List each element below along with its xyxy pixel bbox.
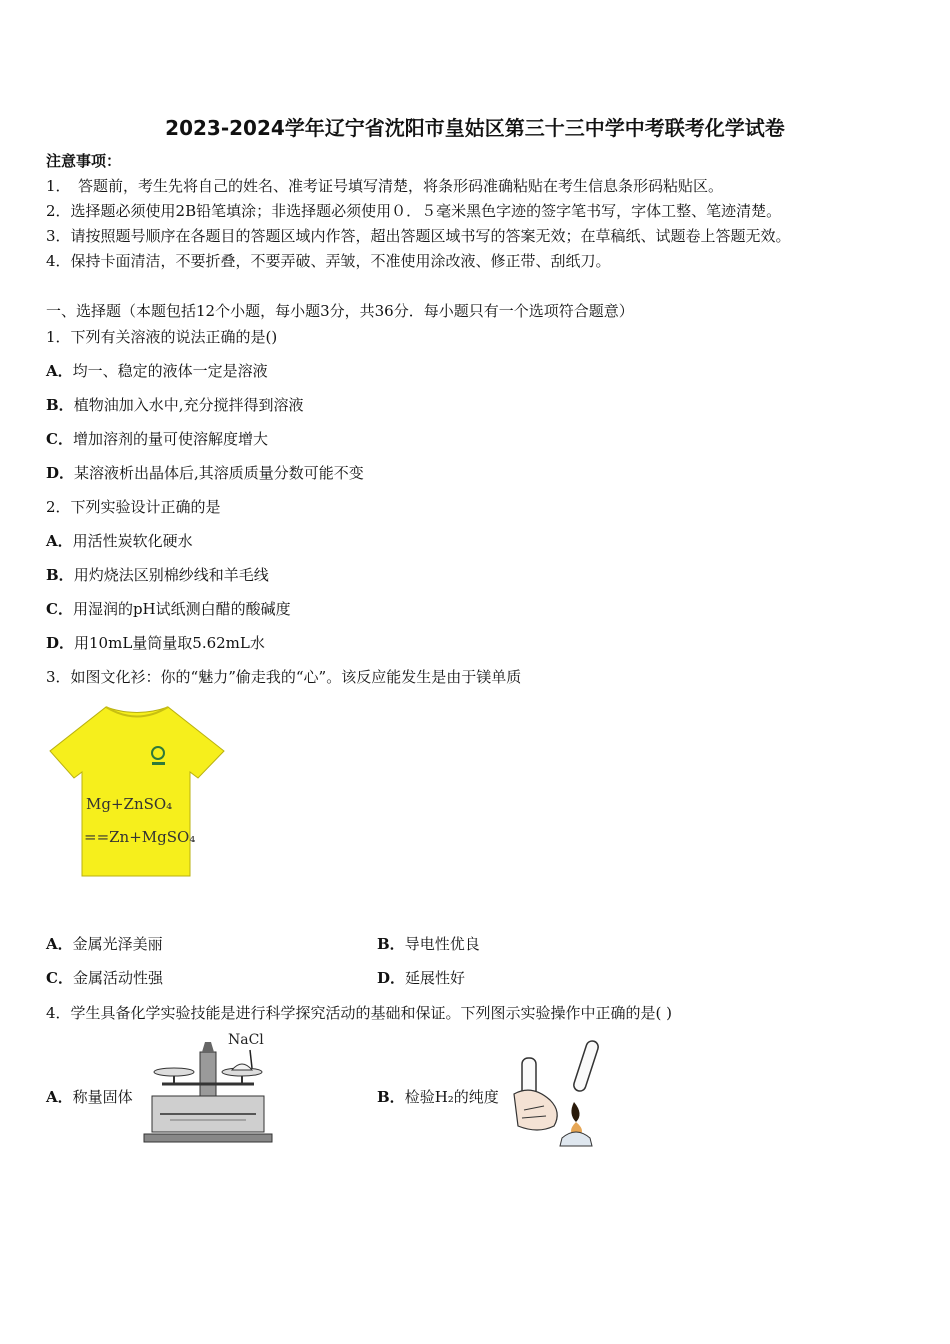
q1-option-d [46,462,364,483]
option-text: 检验H₂的纯度 [404,1088,499,1106]
q2-option-d [46,632,265,653]
option-text: 金属光泽美丽 [72,935,163,953]
nacl-label: NaCl [228,1032,264,1048]
shirt-equation-line2: ==Zn+MgSO₄ [84,828,196,846]
section-heading: 一、选择题（本题包括12个小题，每小题3分，共36分．每小题只有一个选项符合题意） [46,302,634,320]
option-letter: D． [46,464,75,482]
option-text: 某溶液析出晶体后,其溶质质量分数可能不变 [74,464,364,482]
q1-option-a [46,360,268,381]
q1-option-b [46,394,303,415]
option-letter: B． [46,566,74,584]
note-item-4: 4．保持卡面清洁，不要折叠，不要弄破、弄皱，不准使用涂改液、修正带、刮纸刀。 [46,252,611,270]
option-text: 用灼烧法区别棉纱线和羊毛线 [73,566,269,584]
q2-stem: 2．下列实验设计正确的是 [46,498,221,516]
q2-option-b [46,564,269,585]
q4-option-b [377,1086,499,1107]
hydrogen-test-figure [510,1034,610,1148]
option-letter: C． [46,600,73,618]
option-letter: A． [46,1088,73,1106]
q2-option-a [46,530,193,551]
q3-option-b [377,933,480,954]
q1-option-c [46,428,268,449]
option-letter: B． [377,935,405,953]
option-text: 均一、稳定的液体一定是溶液 [72,362,268,380]
option-letter: D． [377,969,406,987]
q3-stem: 3．如图文化衫：你的“魅力”偷走我的“心”。该反应能发生是由于镁单质 [46,668,522,686]
option-letter: A． [46,362,73,380]
option-text: 导电性优良 [404,935,480,953]
note-item-2: 2．选择题必须使用2B铅笔填涂；非选择题必须使用０．５毫米黑色字迹的签字笔书写，字体工整、笔迹清楚。 [46,202,782,220]
q4-option-a [46,1086,133,1107]
option-text: 增加溶剂的量可使溶解度增大 [72,430,268,448]
option-letter: C． [46,969,73,987]
option-text: 称量固体 [72,1088,133,1106]
q3-option-c [46,967,163,988]
option-text: 延展性好 [405,969,466,987]
option-letter: B． [46,396,74,414]
option-letter: D． [46,634,75,652]
page-title: 2023-2024学年辽宁省沈阳市皇姑区第三十三中学中考联考化学试卷 [165,116,785,140]
test-tube-flame-icon [510,1034,610,1148]
option-text: 用活性炭软化硬水 [72,532,193,550]
option-text: 植物油加入水中,充分搅拌得到溶液 [73,396,304,414]
option-text: 金属活动性强 [72,969,163,987]
q3-option-d [377,967,465,988]
tshirt-figure [48,704,226,880]
note-item-3: 3．请按照题号顺序在各题目的答题区域内作答，超出答题区域书写的答案无效；在草稿纸、试题卷上答题无效。 [46,227,791,245]
tshirt-icon [48,704,226,880]
option-text: 用10mL量筒量取5.62mL水 [74,634,265,652]
option-letter: C． [46,430,73,448]
q4-stem: 4．学生具备化学实验技能是进行科学探究活动的基础和保证。下列图示实验操作中正确的是( ) [46,1004,673,1022]
option-text: 用湿润的pH试纸测白醋的酸碱度 [72,600,291,618]
option-letter: A． [46,532,73,550]
q2-option-c [46,598,291,619]
shirt-equation-line1: Mg+ZnSO₄ [86,795,173,813]
balance-figure [140,1030,276,1146]
note-item-1: 1． 答题前，考生先将自己的姓名、准考证号填写清楚，将条形码准确粘贴在考生信息条形码粘贴区。 [46,177,724,195]
notes-heading: 注意事项： [46,152,122,170]
q3-option-a [46,933,163,954]
option-letter: A． [46,935,73,953]
q1-stem: 1．下列有关溶液的说法正确的是() [46,328,278,346]
option-letter: B． [377,1088,405,1106]
